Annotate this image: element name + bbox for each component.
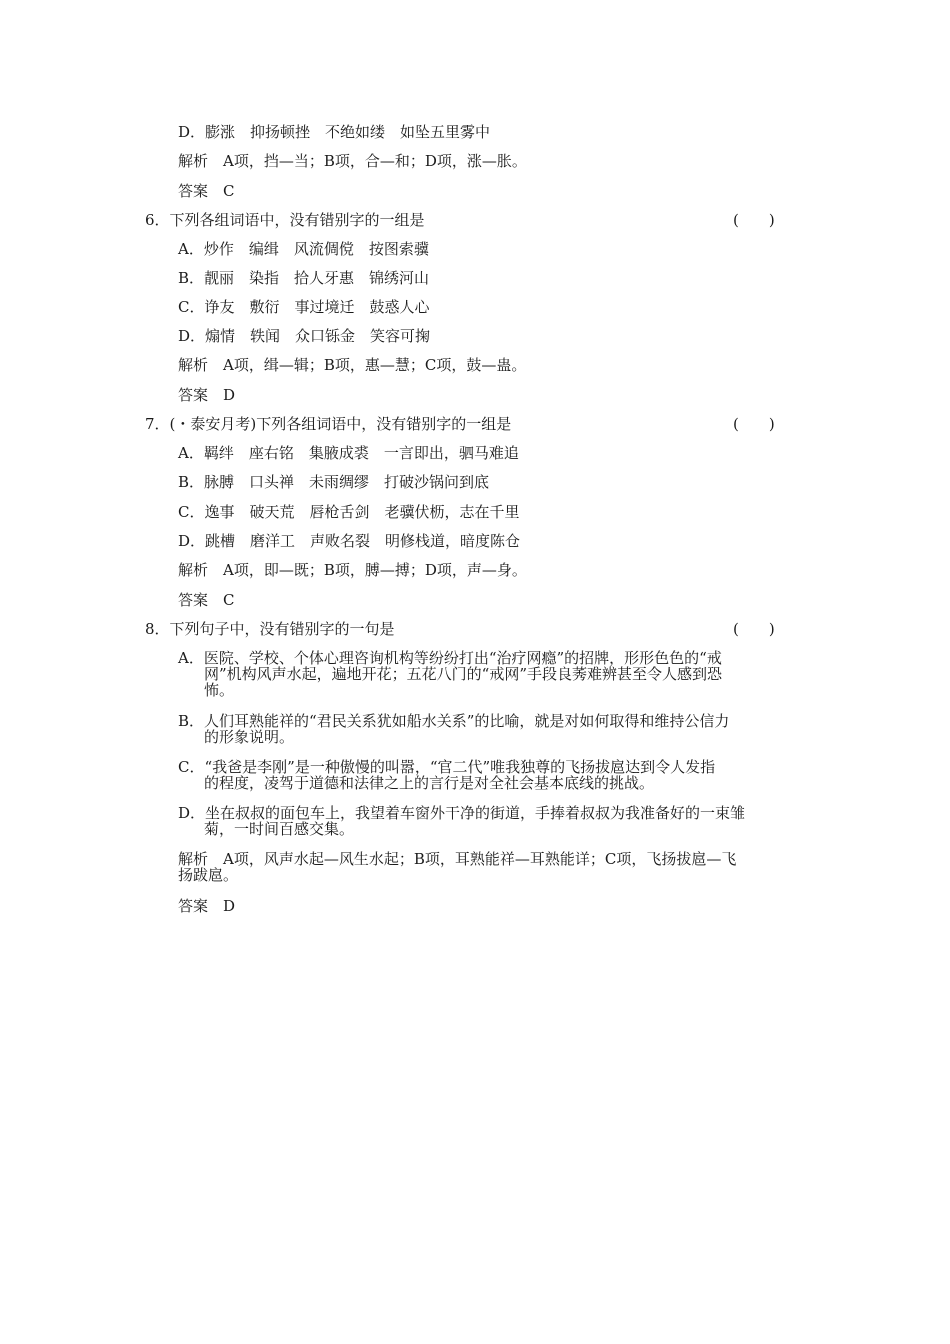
q7-analysis: 解析 A项，即—既；B项，膊—搏；D项，声—身。 bbox=[178, 561, 527, 579]
q7-option-b: B．脉膊 口头禅 未雨绸缪 打破沙锅问到底 bbox=[178, 473, 490, 491]
q8-analysis-line-1: 解析 A项，风声水起—风生水起；B项，耳熟能祥—耳熟能详；C项，飞扬拔扈—飞 bbox=[178, 850, 737, 868]
q8-option-a-line-3: 怖。 bbox=[204, 681, 235, 699]
q8-option-c-line-2: 的程度，凌驾于道德和法律之上的言行是对全社会基本底线的挑战。 bbox=[204, 774, 655, 792]
q8-option-b bbox=[178, 713, 806, 745]
q6-answer-bracket: ( ) bbox=[733, 211, 775, 229]
q8-answer-bracket: ( ) bbox=[733, 620, 775, 638]
q6-answer: 答案 D bbox=[178, 386, 236, 404]
q6-option-b: B．靓丽 染指 拾人牙惠 锦绣河山 bbox=[178, 269, 430, 287]
q7-option-a: A．羁绊 座右铭 集腋成裘 一言即出，驷马难追 bbox=[178, 444, 519, 462]
q5-analysis: 解析 A项，挡—当；B项，合—和；D项，涨—胀。 bbox=[178, 152, 527, 170]
q8-option-d-line-2: 菊，一时间百感交集。 bbox=[204, 820, 355, 838]
q8-option-d-line-1: D．坐在叔叔的面包车上，我望着车窗外干净的街道，手捧着叔叔为我准备好的一束雏 bbox=[178, 804, 746, 822]
q5-option-d: D．膨涨 抑扬顿挫 不绝如缕 如坠五里雾中 bbox=[178, 123, 491, 141]
q8-option-a bbox=[178, 650, 806, 698]
q7-answer-bracket: ( ) bbox=[733, 415, 775, 433]
q7-option-c: C．逸事 破天荒 唇枪舌剑 老骥伏枥，志在千里 bbox=[178, 503, 520, 521]
q8-stem: 8．下列句子中，没有错别字的一句是 bbox=[145, 620, 395, 638]
q8-option-c-line-1: C．“我爸是李刚”是一种傲慢的叫嚣，“官二代”唯我独尊的飞扬拔扈达到令人发指 bbox=[178, 758, 716, 776]
q8-option-d bbox=[178, 805, 806, 837]
q6-stem: 6．下列各组词语中，没有错别字的一组是 bbox=[145, 211, 425, 229]
q7-stem: 7．(・泰安月考)下列各组词语中，没有错别字的一组是 bbox=[145, 415, 512, 433]
q8-option-b-line-2: 的形象说明。 bbox=[204, 728, 295, 746]
q8-option-b-line-1: B．人们耳熟能祥的“君民关系犹如船水关系”的比喻，就是对如何取得和维持公信力 bbox=[178, 712, 730, 730]
q8-option-a-line-2: 网”机构风声水起，遍地开花；五花八门的“戒网”手段良莠难辨甚至令人感到恐 bbox=[204, 665, 723, 683]
q6-option-a: A．炒作 编缉 风流倜傥 按图索骥 bbox=[178, 240, 429, 258]
q7-answer: 答案 C bbox=[178, 591, 235, 609]
q6-analysis: 解析 A项，缉—辑；B项，惠—慧；C项，鼓—蛊。 bbox=[178, 356, 527, 374]
q6-option-c: C．诤友 敷衍 事过境迁 鼓惑人心 bbox=[178, 298, 430, 316]
q8-analysis bbox=[178, 851, 806, 883]
q6-option-d: D．煽情 轶闻 众口铄金 笑容可掬 bbox=[178, 327, 431, 345]
q5-answer: 答案 C bbox=[178, 182, 235, 200]
q8-option-a-line-1: A．医院、学校、个体心理咨询机构等纷纷打出“治疗网瘾”的招牌，形形色色的“戒 bbox=[178, 649, 722, 667]
q8-option-c bbox=[178, 759, 806, 791]
q7-option-d: D．跳槽 磨洋工 声败名裂 明修栈道，暗度陈仓 bbox=[178, 532, 521, 550]
q8-analysis-line-2: 扬跋扈。 bbox=[178, 866, 239, 884]
q8-answer: 答案 D bbox=[178, 897, 236, 915]
